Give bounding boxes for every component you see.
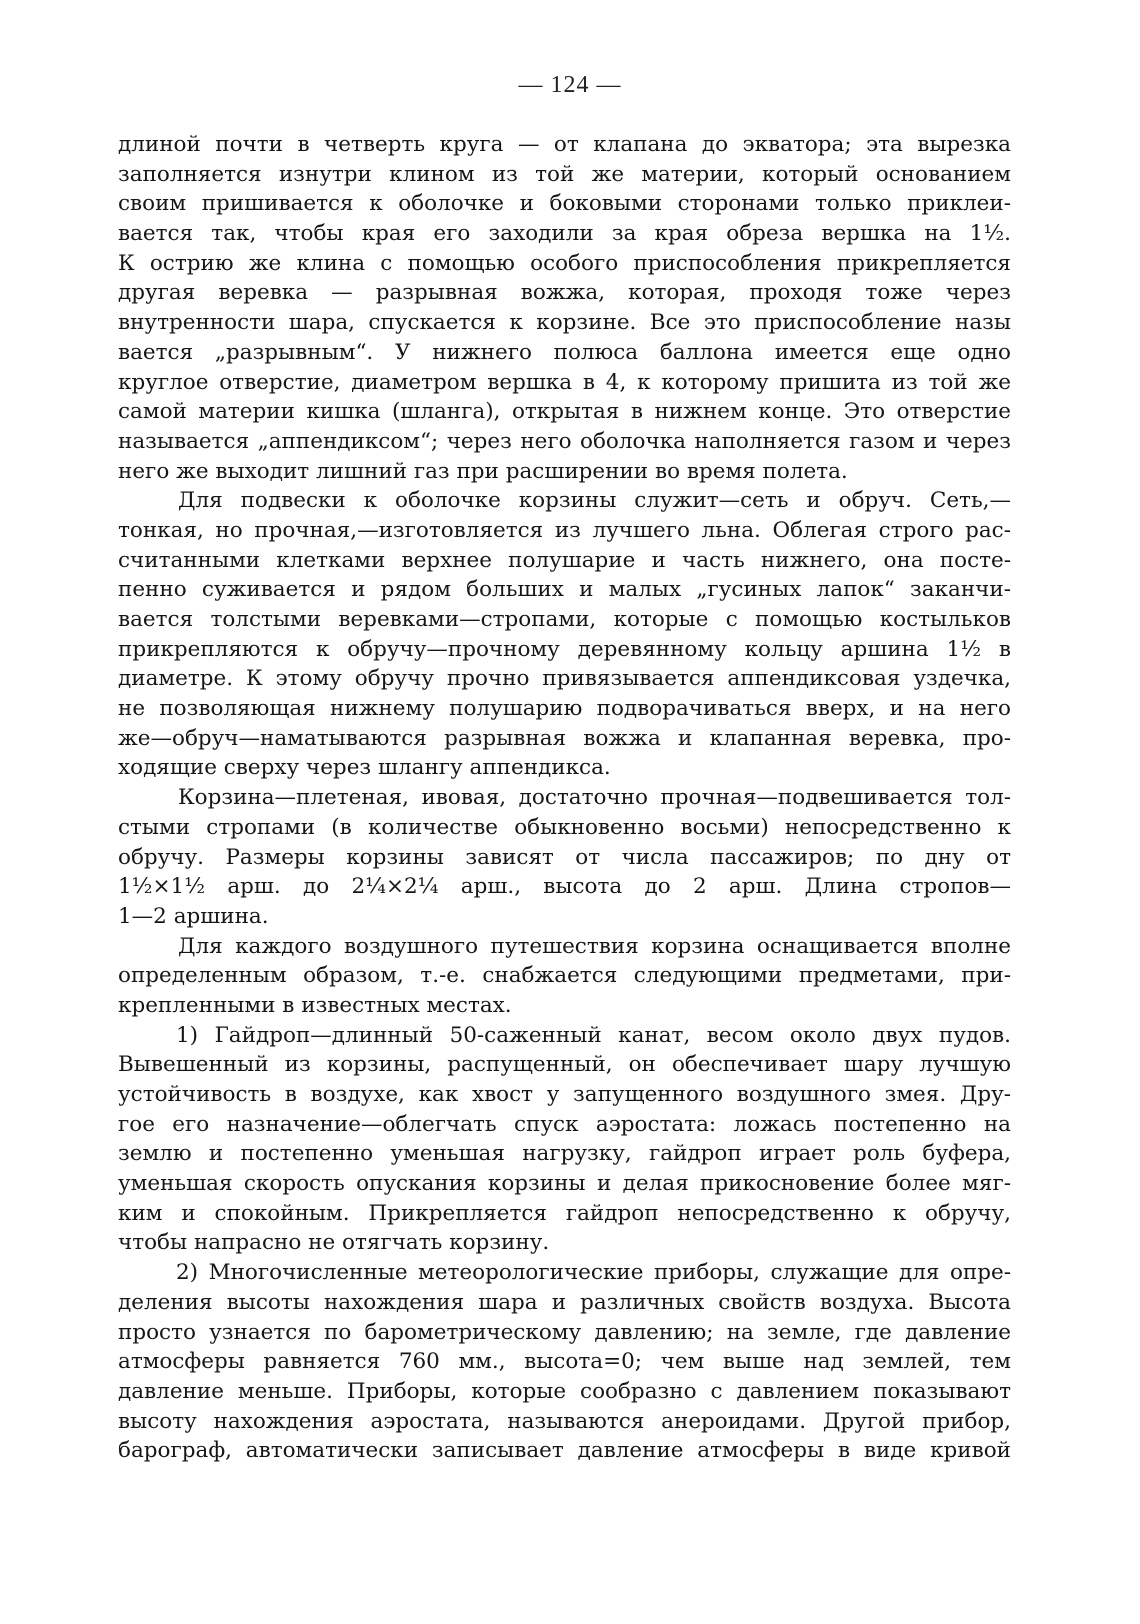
text-line: К острию же клина с помощью особого приспособления прикрепляется	[118, 250, 1011, 276]
text-line: барограф, автоматически записывает давление атмосферы в виде кривой	[118, 1438, 1011, 1464]
text-line: диаметре. К этому обручу прочно привязывается аппендиксовая уздечка,	[118, 666, 1011, 692]
list-item-1: 1) Гайдроп—длинный 50-саженный канат, весом около двух пудов.	[176, 1022, 1011, 1048]
text-line: высоту нахождения аэростата, называются анероидами. Другой прибор,	[118, 1408, 1011, 1434]
text-line: крепленными в известных местах.	[118, 992, 512, 1018]
text-line: давление меньше. Приборы, которые сообразно с давлением показывают	[118, 1378, 1011, 1404]
text-line: считанными клетками верхнее полушарие и часть нижнего, она посте-	[118, 547, 1011, 573]
text-line: не позволяющая нижнему полушарию подворачиваться вверх, и на него	[118, 696, 1011, 722]
text-line: деления высоты нахождения шара и различных свойств воздуха. Высота	[118, 1289, 1011, 1315]
text-line: просто узнается по барометрическому давлению; на земле, где давление	[118, 1319, 1011, 1345]
text-line: внутренности шара, спускается к корзине. Все это приспособление назы	[118, 310, 1011, 336]
text-line: чтобы напрасно не отягчать корзину.	[118, 1230, 550, 1256]
text-line: обручу. Размеры корзины зависят от числа пассажиров; по дну от	[118, 844, 1011, 870]
text-line: вается так, чтобы края его заходили за края обреза вершка на 1½.	[118, 221, 1011, 247]
text-line: атмосферы равняется 760 мм., высота=0; чем выше над землей, тем	[118, 1349, 1011, 1375]
text-line: гое его назначение—облегчать спуск аэростата: ложась постепенно на	[118, 1111, 1011, 1137]
text-line: вается „разрывным“. У нижнего полюса баллона имеется еще одно	[118, 339, 1011, 365]
text-line: него же выходит лишний газ при расширении во время полета.	[118, 458, 848, 484]
text-line: ходящие сверху через шлангу аппендикса.	[118, 755, 611, 781]
text-line: своим пришивается к оболочке и боковыми сторонами только приклеи-	[118, 191, 1011, 217]
text-line: заполняется изнутри клином из той же материи, который основанием	[118, 161, 1011, 187]
text-line: вается толстыми веревками—стропами, которые с помощью костыльков	[118, 607, 1011, 632]
text-line: прикрепляются к обручу—прочному деревянному кольцу аршина 1½ в	[118, 636, 1011, 662]
text-line: тонкая, но прочная,—изготовляется из лучшего льна. Облегая строго рас-	[118, 517, 1011, 543]
text-line: стыми стропами (в количестве обыкновенно восьми) непосредственно к	[118, 814, 1011, 840]
text-line: длиной почти в четверть круга — от клапана до экватора; эта вырезка	[118, 132, 1011, 157]
list-item-2: 2) Многочисленные метеорологические приборы, служащие для опре-	[176, 1260, 1011, 1286]
text-line: пенно суживается и рядом больших и малых „гусиных лапок“ заканчи-	[118, 577, 1011, 603]
text-line: другая веревка — разрывная вожжа, которая, проходя тоже через	[118, 280, 1011, 306]
paragraph-start-korzina: Корзина—плетеная, ивовая, достаточно прочная—подвешивается тол-	[178, 785, 1011, 811]
text-line: круглое отверстие, диаметром вершка в 4, к которому пришита из той же	[118, 369, 1011, 395]
text-line: землю и постепенно уменьшая нагрузку, гайдроп играет роль буфера,	[118, 1141, 1011, 1167]
text-line: ким и спокойным. Прикрепляется гайдроп непосредственно к обручу,	[118, 1200, 1011, 1226]
text-line: 1½×1½ арш. до 2¼×2¼ арш., высота до 2 арш. Длина стропов—	[118, 874, 1011, 900]
paragraph-start-podveska: Для подвески к оболочке корзины служит—сеть и обруч. Сеть,—	[178, 488, 1011, 514]
body-text	[118, 130, 1011, 1466]
text-line: уменьшая скорость опускания корзины и делая прикосновение более мяг-	[118, 1171, 1011, 1197]
page-number: — 124 —	[518, 72, 622, 98]
text-line: же—обруч—наматываются разрывная вожжа и клапанная веревка, про-	[118, 725, 1011, 751]
text-line: 1—2 аршина.	[118, 903, 269, 929]
text-line: Вывешенный из корзины, распущенный, он обеспечивает шару лучшую	[118, 1052, 1011, 1078]
text-line: устойчивость в воздухе, как хвост у запущенного воздушного змея. Дру-	[118, 1082, 1011, 1107]
text-line: называется „аппендиксом“; через него оболочка наполняется газом и через	[118, 428, 1011, 454]
text-line: самой материи кишка (шланга), открытая в нижнем конце. Это отверстие	[118, 399, 1011, 425]
paragraph-start-osnashchenie: Для каждого воздушного путешествия корзина оснащивается вполне	[178, 933, 1011, 959]
text-line: определенным образом, т.-е. снабжается следующими предметами, при-	[118, 963, 1011, 989]
